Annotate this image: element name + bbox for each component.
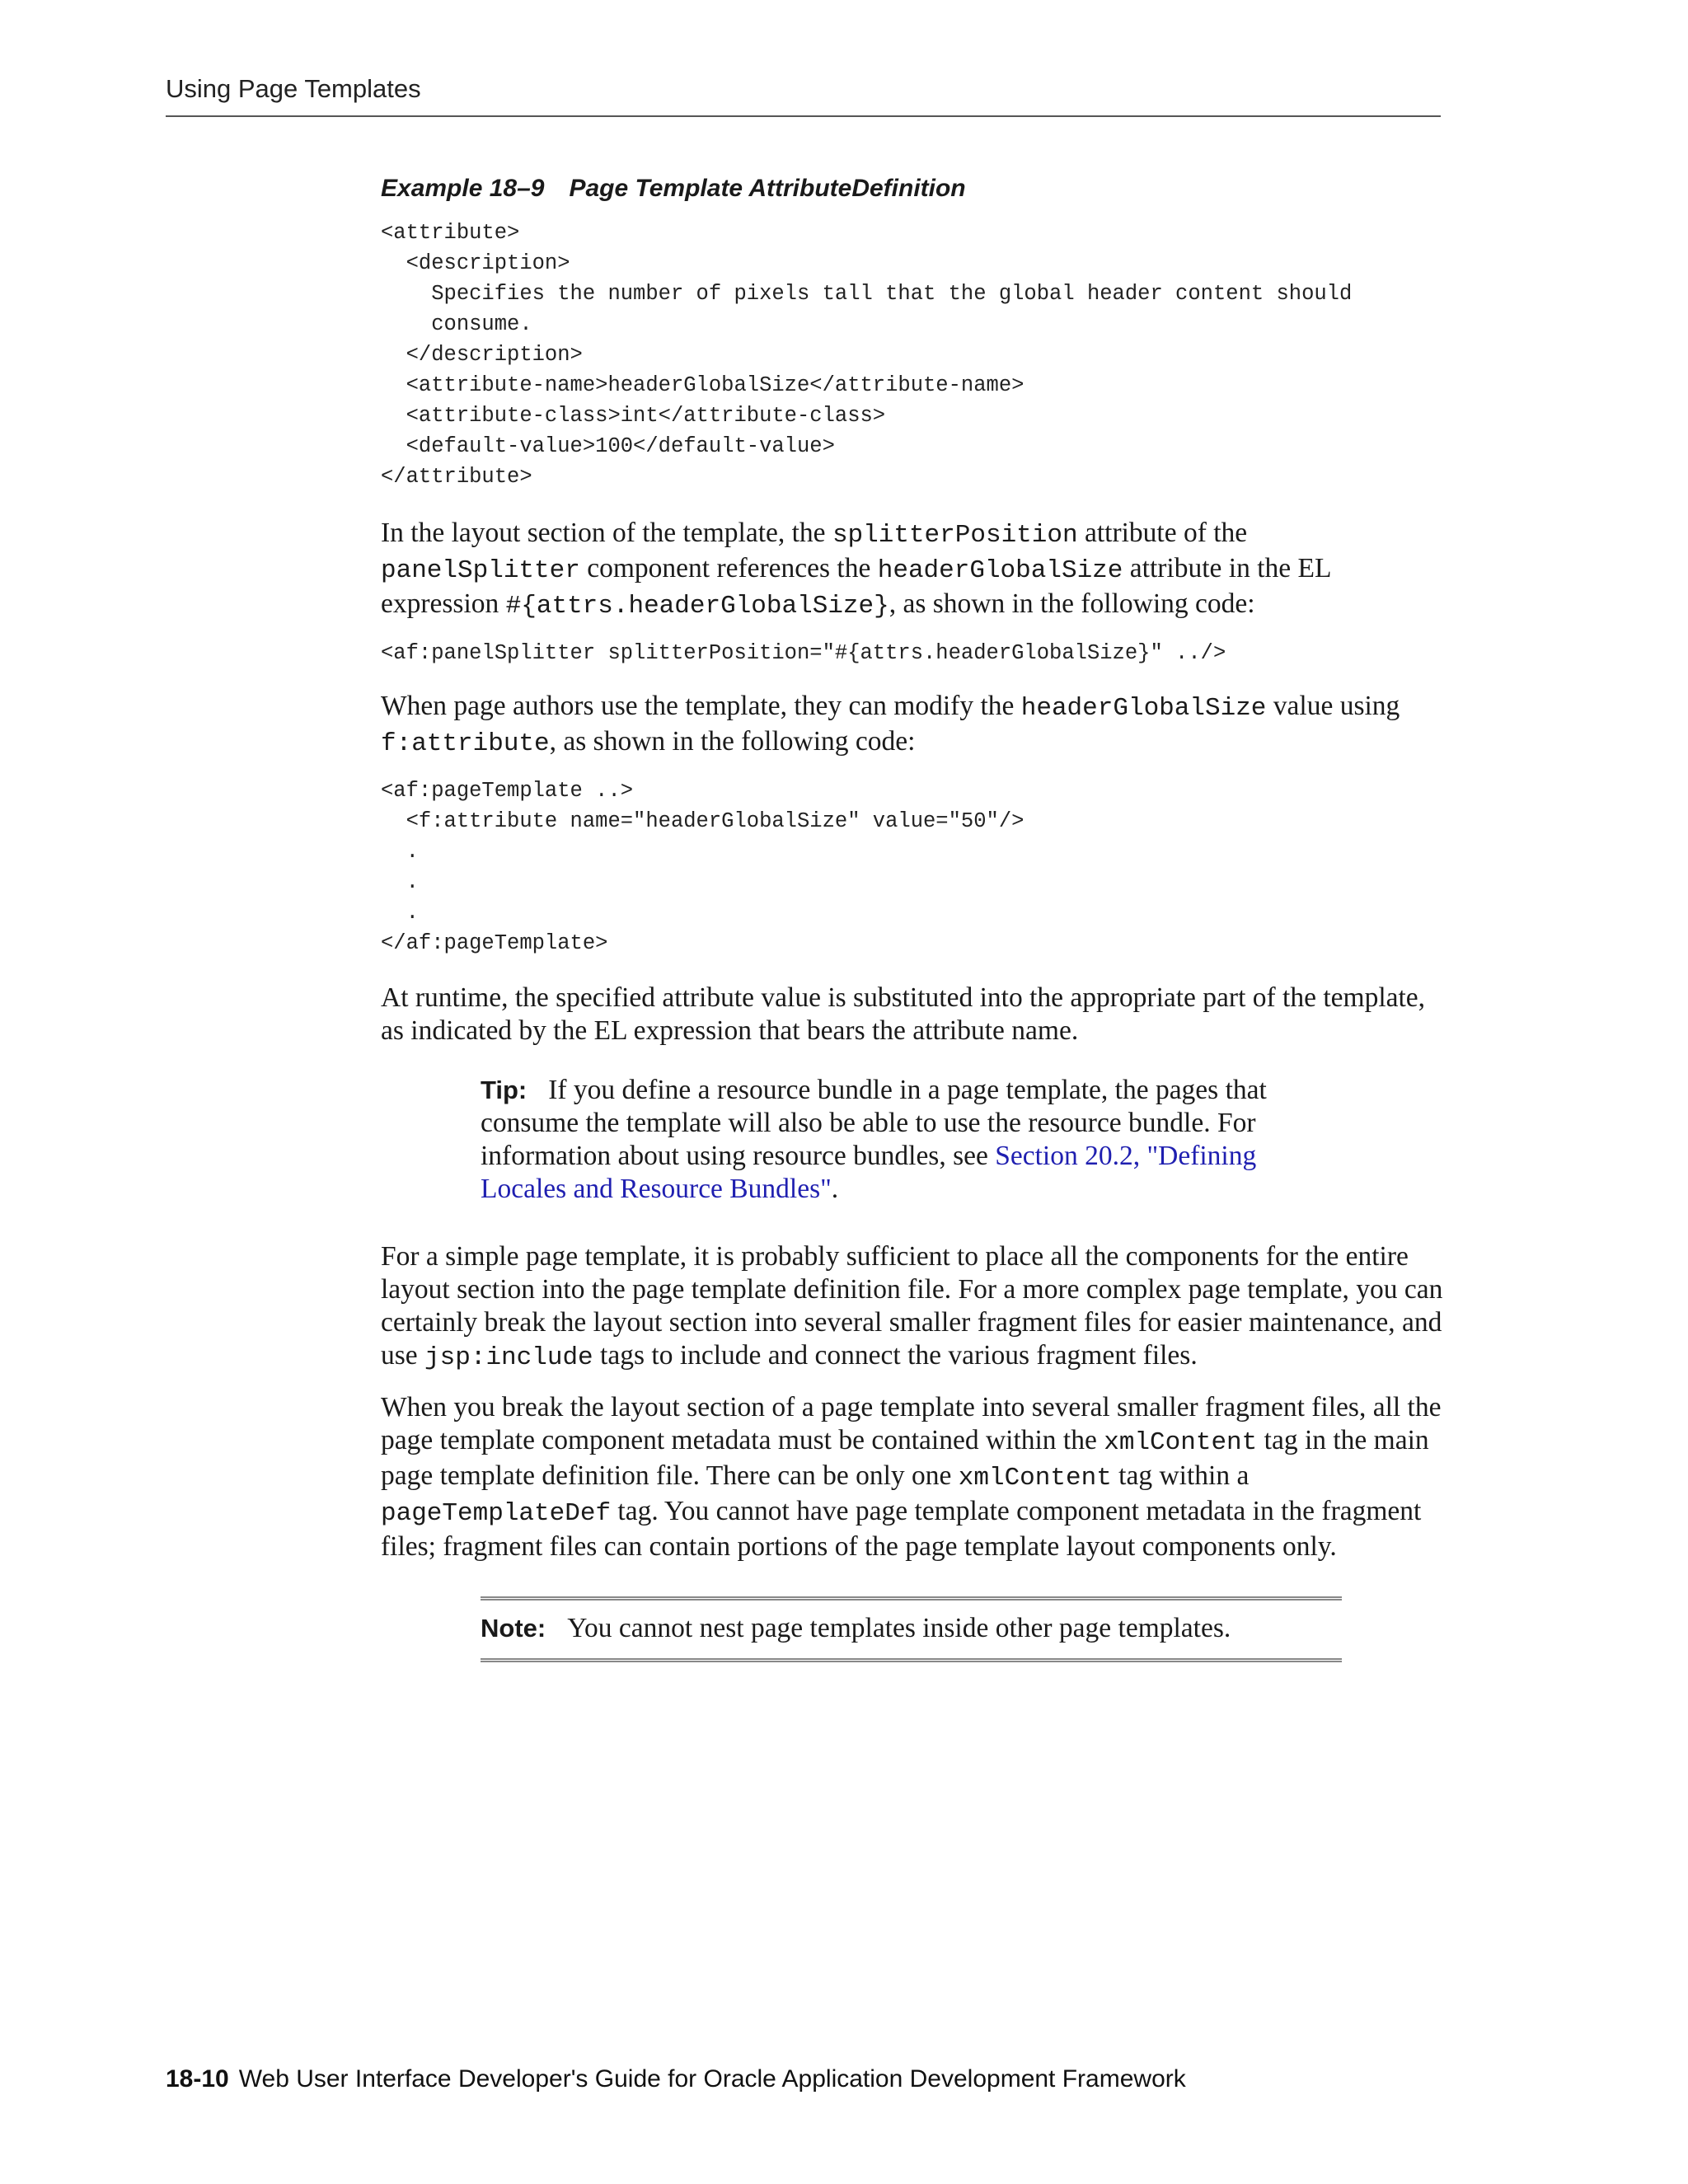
tip-label: Tip:	[481, 1076, 528, 1104]
inline-code: splitterPosition	[832, 521, 1078, 550]
example-number: Example 18–9	[381, 175, 545, 202]
tip-text: If you define a resource bundle in a page template, the pages that consume the template will also be able to use the resource bundle. For information about using resource bundles, see	[481, 1075, 1267, 1171]
code-block-panel-splitter: <af:panelSplitter splitterPosition="#{attrs.headerGlobalSize}" ../>	[381, 641, 1226, 665]
paragraph-splitter: In the layout section of the template, the splitterPosition attribute of the panelSplitter component references the headerGlobalSize attribute in the EL expression #{attrs.headerGlobalSize}, as shown in the following code:	[381, 518, 1331, 621]
paragraph-runtime: At runtime, the specified attribute value is substituted into the appropriate part of the template, as indicated by the EL expression that bears the attribute name.	[381, 982, 1426, 1046]
inline-code: pageTemplateDef	[381, 1499, 612, 1528]
page-footer	[166, 2065, 1186, 2093]
inline-code: xmlContent	[958, 1464, 1112, 1493]
inline-code: #{attrs.headerGlobalSize}	[505, 592, 889, 621]
inline-code: headerGlobalSize	[1020, 694, 1267, 723]
main-content	[381, 165, 1452, 1662]
note-label: Note:	[481, 1614, 546, 1643]
inline-code: jsp:include	[424, 1343, 593, 1372]
paragraph-simple-template: For a simple page template, it is probably sufficient to place all the components for the entire layout section into the page template definition file. For a more complex page template, you can certainly break the layout section into several smaller fragment files for easier maintenance, and use jsp:include tags to include and connect the various fragment files.	[381, 1241, 1443, 1372]
code-block-attribute: <attribute> <description> Specifies the number of pixels tall that the global header content should consume. </description> <attribute-name>headerGlobalSize</attribute-name> <attribute-class>int</attribute-class> <default-value>100</default-value> </attribute>	[381, 221, 1353, 489]
inline-code: xmlContent	[1104, 1428, 1258, 1457]
inline-code: panelSplitter	[381, 556, 580, 585]
inline-code: f:attribute	[381, 729, 550, 758]
example-title: Page Template AttributeDefinition	[569, 175, 966, 202]
book-title: Web User Interface Developer's Guide for Oracle Application Development Framework	[238, 2065, 1186, 2093]
tip-box: Tip: If you define a resource bundle in a page template, the pages that consume the template will also be able to use the resource bundle. For information about using resource bundles, see Section 20.2, "Defining Locales and Resource Bundles".	[481, 1075, 1267, 1204]
inline-code: headerGlobalSize	[877, 556, 1123, 585]
note-text: You cannot nest page templates inside other page templates.	[567, 1613, 1231, 1643]
running-header: Using Page Templates	[166, 74, 421, 103]
paragraph-fragment-files: When you break the layout section of a page template into several smaller fragment files, all the page template component metadata must be contained within the xmlContent tag in the main page template definition file. There can be only one xmlContent tag within a pageTemplateDef tag. You cannot have page template component metadata in the fragment files; fragment files can contain portions of the page template layout components only.	[381, 1392, 1442, 1562]
section-link[interactable]: Section 20.2, "Defining Locales and Resource Bundles"	[481, 1141, 1257, 1204]
code-block-page-template: <af:pageTemplate ..> <f:attribute name="headerGlobalSize" value="50"/> . . . </af:pageTemplate>	[381, 779, 1025, 955]
header-rule	[166, 115, 1441, 117]
paragraph-page-authors: When page authors use the template, they can modify the headerGlobalSize value using f:attribute, as shown in the following code:	[381, 691, 1400, 758]
note-box	[481, 1596, 1342, 1662]
example-caption	[381, 175, 1452, 203]
page-number: 18-10	[166, 2065, 229, 2093]
